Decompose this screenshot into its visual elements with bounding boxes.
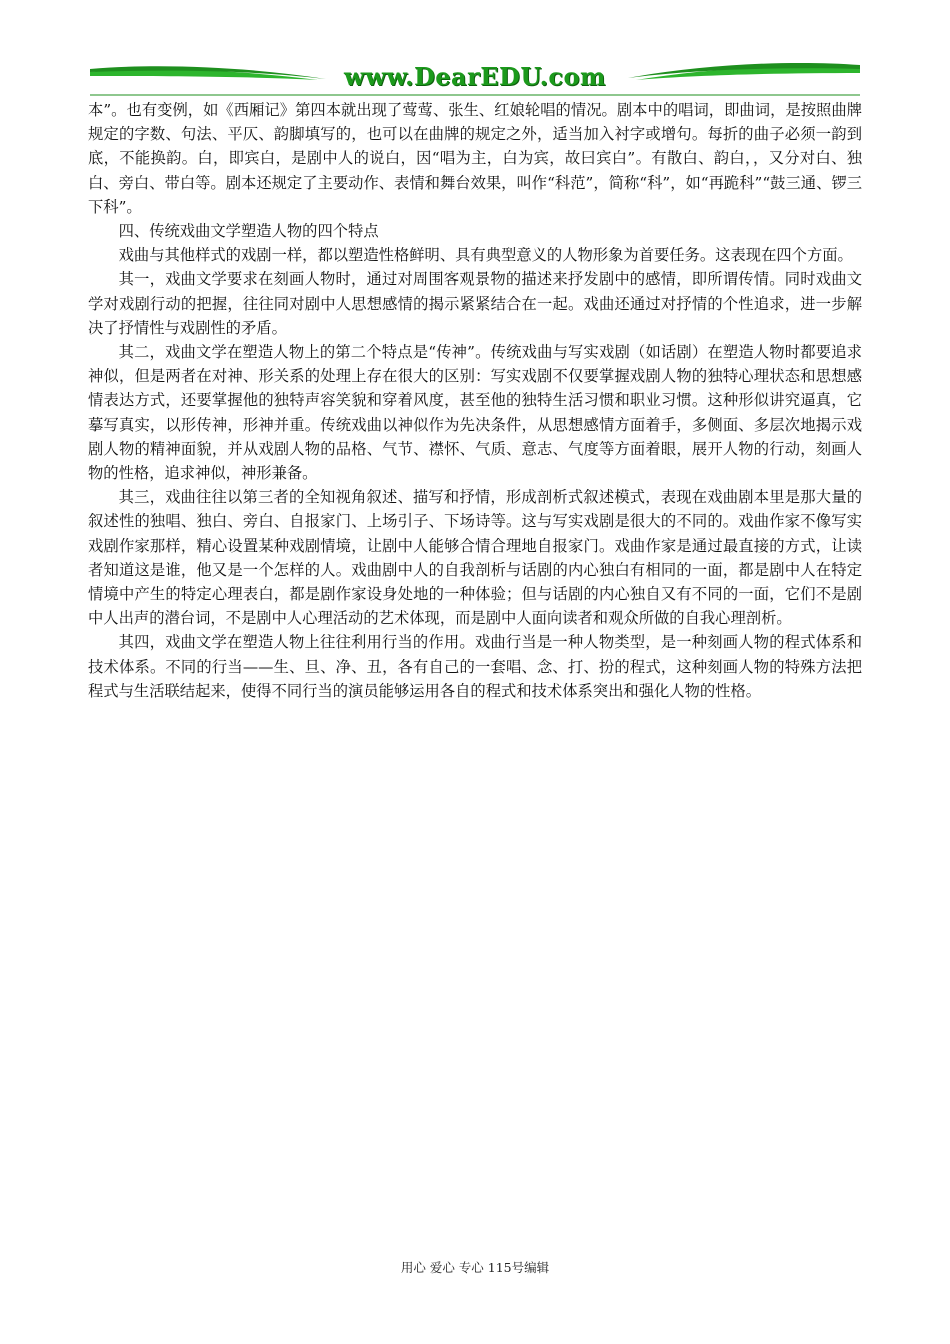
document-body	[88, 98, 862, 703]
paragraph-point-four: 其四，戏曲文学在塑造人物上往往利用行当的作用。戏曲行当是一种人物类型，是一种刻画人物的程式体系和技术体系。不同的行当——生、旦、净、丑，各有自己的一套唱、念、打、扮的程式，这种刻画人物的特殊方法把程式与生活联结起来，使得不同行当的演员能够运用各自的程式和技术体系突出和强化人物的性格。	[88, 633, 862, 700]
page-header	[88, 58, 862, 98]
paragraph-point-two: 其二，戏曲文学在塑造人物上的第二个特点是“传神”。传统戏曲与写实戏剧（如话剧）在塑造人物时都要追求神似，但是两者在对神、形关系的处理上存在很大的区别：写实戏剧不仅要掌握戏剧人物的独特心理状态和思想感情表达方式，还要掌握他的独特声容笑貌和穿着风度，甚至他的独特生活习惯和职业习惯。这种形似讲究逼真，它摹写真实，以形传神，形神并重。传统戏曲以神似作为先决条件，从思想感情方面着手，多侧面、多层次地揭示戏剧人物的精神面貌，并从戏剧人物的品格、气节、襟怀、气质、意志、气度等方面着眼，展开人物的行动，刻画人物的性格，追求神似，神形兼备。	[88, 343, 862, 483]
paragraph-point-one: 其一，戏曲文学要求在刻画人物时，通过对周围客观景物的描述来抒发剧中的感情，即所谓传情。同时戏曲文学对戏剧行动的把握，往往同对剧中人思想感情的揭示紧紧结合在一起。戏曲还通过对抒情的个性追求，进一步解决了抒情性与戏剧性的矛盾。	[88, 270, 862, 337]
paragraph-continuation: 本”。也有变例，如《西厢记》第四本就出现了莺莺、张生、红娘轮唱的情况。剧本中的唱词，即曲词，是按照曲牌规定的字数、句法、平仄、韵脚填写的，也可以在曲牌的规定之外，适当加入衬字或增句。每折的曲子必须一韵到底，不能换韵。白，即宾白，是剧中人的说白，因“唱为主，白为宾，故曰宾白”。有散白、韵白，，又分对白、独白、旁白、带白等。剧本还规定了主要动作、表情和舞台效果，叫作“科范”，简称“科”，如“再跪科”“鼓三通、锣三下科”。	[88, 101, 862, 216]
section-heading: 四、传统戏曲文学塑造人物的四个特点	[118, 222, 379, 241]
page-footer: 用心 爱心 专心 115号编辑	[400, 1260, 550, 1275]
paragraph-intro: 戏曲与其他样式的戏剧一样，都以塑造性格鲜明、具有典型意义的人物形象为首要任务。这表现在四个方面。	[118, 246, 853, 265]
site-logo-text: www.DearEDU.com	[344, 62, 606, 91]
paragraph-point-three: 其三，戏曲往往以第三者的全知视角叙述、描写和抒情，形成剖析式叙述模式，表现在戏曲剧本里是那大量的叙述性的独唱、独白、旁白、自报家门、上场引子、下场诗等。这与写实戏剧是很大的不同的。戏曲作家不像写实戏剧作家那样，精心设置某种戏剧情境，让剧中人能够合情合理地自报家门。戏曲作家是通过最直接的方式，让读者知道这是谁，他又是一个怎样的人。戏曲剧中人的自我剖析与话剧的内心独白有相同的一面，都是剧中人在特定情境中产生的特定心理表白，都是剧作家设身处地的一种体验；但与话剧的内心独自又有不同的一面，它们不是剧中人出声的潜台词，不是剧中人心理活动的艺术体现，而是剧中人面向读者和观众所做的自我心理剖析。	[88, 488, 862, 628]
